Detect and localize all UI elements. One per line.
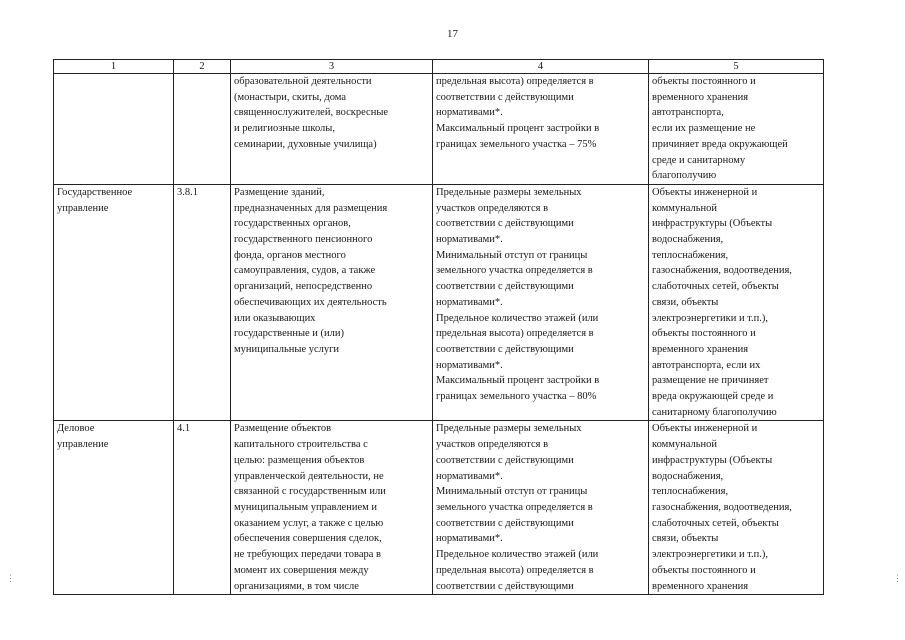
column-header: 4 (433, 60, 649, 74)
column-header: 5 (649, 60, 824, 74)
use-code-cell: 3.8.1 (174, 184, 231, 421)
auxiliary-uses-cell: Объекты инженерной и коммунальной инфраструктуры (Объекты водоснабжения, теплоснабжения, газоснабжения, водоотведения, слаботочных сетей, объекты связи, объекты электроэнергетики и т.п.), объекты постоянного и временного хранения (649, 421, 824, 595)
use-name-cell: Деловое управление (54, 421, 174, 595)
parameters-cell: Предельные размеры земельных участков определяются в соответствии с действующими нормативами*. Минимальный отступ от границы земельного участка определяется в соответствии с действующими нормативами*. Предельное количество этажей (или предельная высота) определяется в соответствии с действующими нормативами*. Максимальный процент застройки в границах земельного участка – 80% (433, 184, 649, 421)
use-name-cell (54, 74, 174, 185)
column-header: 1 (54, 60, 174, 74)
zoning-table (53, 59, 824, 595)
use-code-cell: 4.1 (174, 421, 231, 595)
table-row (54, 184, 824, 421)
table-row (54, 74, 824, 185)
column-header: 3 (231, 60, 433, 74)
parameters-cell: Предельные размеры земельных участков определяются в соответствии с действующими нормативами*. Минимальный отступ от границы земельного участка определяется в соответствии с действующими нормативами*. Предельное количество этажей (или предельная высота) определяется в соответствии с действующими (433, 421, 649, 595)
scan-edge-mark-left: ⋮ (6, 573, 15, 583)
page-number: 17 (447, 28, 458, 40)
use-code-cell (174, 74, 231, 185)
table-row (54, 421, 824, 595)
use-description-cell: Размещение зданий, предназначенных для размещения государственных органов, государственного пенсионного фонда, органов местного самоуправления, судов, а также организаций, непосредственно обеспечивающих их деятельность или оказывающих государственные и (или) муниципальные услуги (231, 184, 433, 421)
auxiliary-uses-cell: Объекты инженерной и коммунальной инфраструктуры (Объекты водоснабжения, теплоснабжения, газоснабжения, водоотведения, слаботочных сетей, объекты связи, объекты электроэнергетики и т.п.), объекты постоянного и временного хранения автотранспорта, если их размещение не причиняет вреда окружающей среде и санитарному благополучию (649, 184, 824, 421)
parameters-cell: предельная высота) определяется в соответствии с действующими нормативами*. Максимальный процент застройки в границах земельного участка – 75% (433, 74, 649, 185)
scan-edge-mark-right: ⋮ (893, 573, 902, 583)
use-description-cell: Размещение объектов капитального строительства с целью: размещения объектов управленческой деятельности, не связанной с государственным или муниципальным управлением и оказанием услуг, а также с целью обеспечения совершения сделок, не требующих передачи товара в момент их совершения между организациями, в том числе (231, 421, 433, 595)
auxiliary-uses-cell: объекты постоянного и временного хранения автотранспорта, если их размещение не причиняет вреда окружающей среде и санитарному благополучию (649, 74, 824, 185)
use-name-cell: Государственное управление (54, 184, 174, 421)
table-header-row (54, 60, 824, 74)
column-header: 2 (174, 60, 231, 74)
use-description-cell: образовательной деятельности (монастыри, скиты, дома священнослужителей, воскресные и религиозные школы, семинарии, духовные училища) (231, 74, 433, 185)
